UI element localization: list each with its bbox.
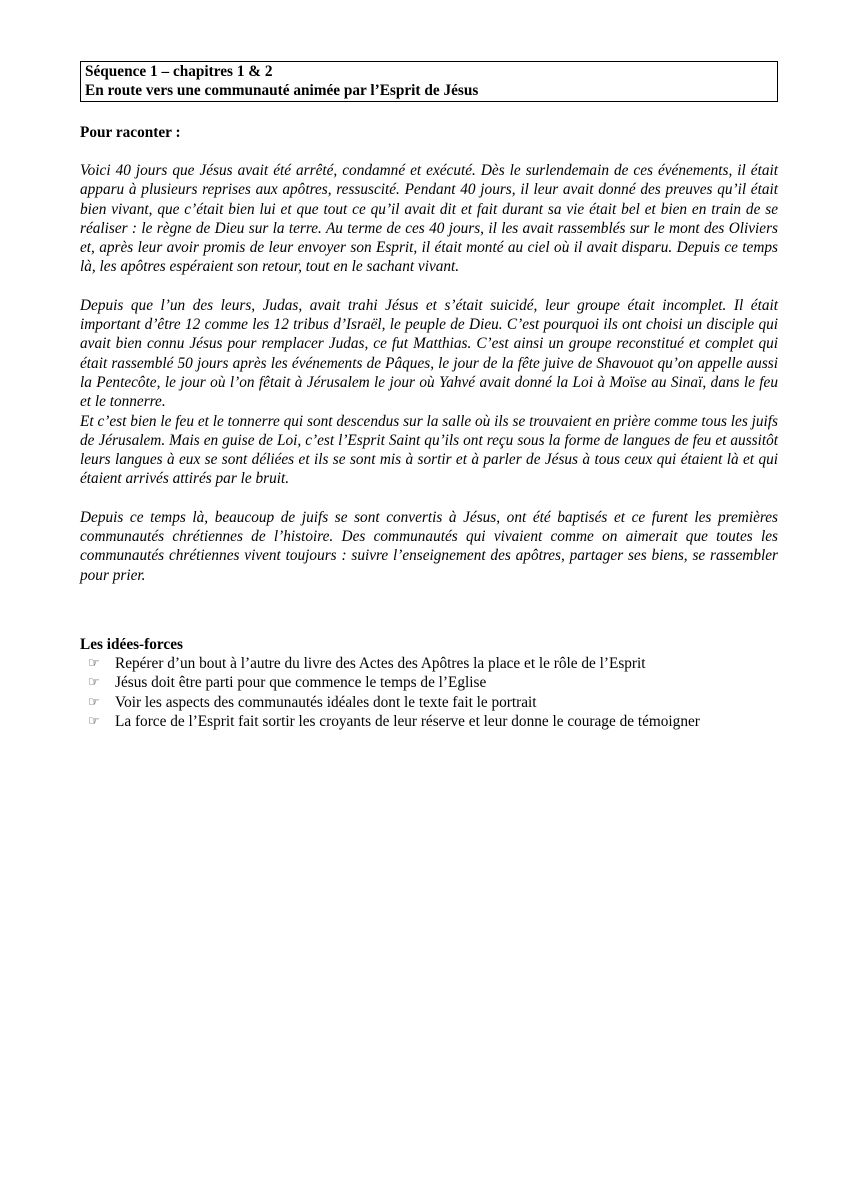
pour-raconter-heading: Pour raconter : [80,124,181,141]
story-paragraph-2: Depuis que l’un des leurs, Judas, avait trahi Jésus et s’était suicidé, leur groupe était incomplet. Il était important d’être 12 comme les 12 tribus d’Israël, le peuple de Dieu. C’est pourquoi ils ont choisi un disciple qui avait bien connu Jésus pour remplacer Judas, ce fut Matthias. C’est ainsi un groupe reconstitué et complet qui était rassemblé 50 jours après les événements de Pâques, le jour de la fête juive de Shavouot qu’on appelle aussi la Pentecôte, le jour où l’on fêtait à Jérusalem le jour où Yahvé avait donné la Loi à Moïse au Sinaï, dans le feu et le tonnerre. [80,296,778,411]
list-item [80,712,778,731]
list-item [80,654,778,673]
pointing-hand-icon: ☞ [88,694,100,710]
document-page [80,61,778,731]
sequence-title-box [80,61,778,102]
pointing-hand-icon: ☞ [88,675,100,691]
list-item-text: Repérer d’un bout à l’autre du livre des Actes des Apôtres la place et le rôle de l’Esprit [115,654,646,672]
pointing-hand-icon: ☞ [88,713,100,729]
idees-forces-heading: Les idées-forces [80,635,183,653]
list-item [80,693,778,712]
story-paragraph-3: Et c’est bien le feu et le tonnerre qui sont descendus sur la salle où ils se trouvaient en prière comme tous les juifs de Jérusalem. Mais en guise de Loi, c’est l’Esprit Saint qu’ils ont reçu sous la forme de langues de feu et aussitôt leurs langues à eux se sont déliées et ils se sont mis à sortir et à parler de Jésus à tous ceux qui étaient là et qui étaient arrivés attirés par le bruit. [80,412,778,488]
list-item-text: Jésus doit être parti pour que commence le temps de l’Eglise [115,674,487,692]
idees-forces-list [80,654,778,731]
list-item-text: Voir les aspects des communautés idéales dont le texte fait le portrait [115,693,537,711]
pointing-hand-icon: ☞ [88,655,100,671]
list-item-text: La force de l’Esprit fait sortir les croyants de leur réserve et leur donne le courage de témoigner [115,712,700,730]
sequence-subtitle: En route vers une communauté animée par l’Esprit de Jésus [85,82,479,99]
sequence-title: Séquence 1 – chapitres 1 & 2 [85,63,273,80]
story-text [80,161,778,585]
list-item [80,673,778,692]
story-paragraph-4: Depuis ce temps là, beaucoup de juifs se sont convertis à Jésus, ont été baptisés et ce furent les premières communautés chrétiennes de l’histoire. Des communautés qui vivaient comme on aimerait que toutes les communautés chrétiennes vivent toujours : suivre l’enseignement des apôtres, partager ses biens, se rassembler pour prier. [80,508,778,584]
story-paragraph-1: Voici 40 jours que Jésus avait été arrêté, condamné et exécuté. Dès le surlendemain de ces événements, il était apparu à plusieurs reprises aux apôtres, ressuscité. Pendant 40 jours, il leur avait donné des preuves qu’il était bien vivant, que c’était bien lui et que tout ce qu’il avait dit et fait durant sa vie était bel et bien en train de se réaliser : le règne de Dieu sur la terre. Au terme de ces 40 jours, il les avait rassemblés sur le mont des Oliviers et, après leur avoir promis de leur envoyer son Esprit, il était monté au ciel où il avait disparu. Depuis ce temps là, les apôtres espéraient son retour, tout en le sachant vivant. [80,162,778,276]
